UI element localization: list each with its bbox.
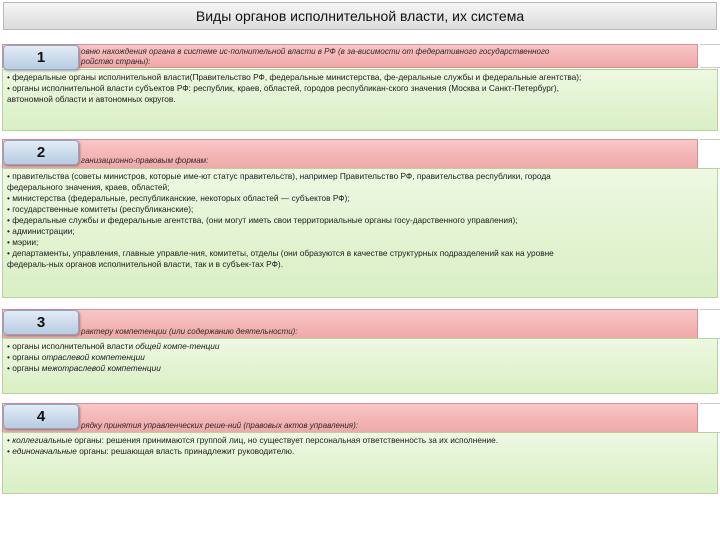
list-item: федерального значения, краев, областей; — [7, 182, 170, 192]
emphasis: общей компе-тенции — [135, 341, 220, 351]
section-1-header-line-2: ройство страны): — [81, 57, 151, 66]
page-title: Виды органов исполнительной власти, их система — [195, 8, 525, 24]
section-1-body — [2, 69, 718, 131]
section-2-header — [2, 139, 698, 169]
section-3-header-line-1: рактеру компетенции (или содержанию деятельности): — [81, 327, 298, 336]
list-item: • единоначальные органы: решающая власть принадлежит руководителю. — [7, 446, 295, 456]
list-item: • органы исполнительной власти субъектов РФ: республик, краев, областей, городов республикан-ского значения (Москва и Санкт-Петербург), — [7, 83, 559, 93]
section-2-number: 2 — [3, 140, 79, 165]
list-item: • департаменты, управления, главные управле-ния, комитеты, отделы (они образуются в качестве структурных подразделений как на уровне — [7, 248, 554, 258]
section-3-body — [2, 338, 718, 394]
list-item: • органы отраслевой компетенции — [7, 352, 145, 362]
section-1-header-line-1: овню нахождения органа в системе ис-полнительной власти в РФ (в за-висимости от федеративного государственного — [81, 47, 550, 56]
list-item: • министерства (федеральные, республиканские, некоторых областей — субъектов РФ); — [7, 193, 350, 203]
list-item: • администрации; — [7, 226, 75, 236]
emphasis: единоначальные — [12, 446, 77, 456]
list-item: автономной области и автономных округов. — [7, 94, 176, 104]
list-item: • правительства (советы министров, которые име-ют статус правительств), например Правительство РФ, правительства республики, города — [7, 171, 551, 181]
title-bar — [3, 2, 717, 30]
section-4-header — [2, 403, 698, 433]
list-item: • федеральные органы исполнительной власти(Правительство РФ, федеральные министерства, фе-деральные службы и федеральные агентства); — [7, 72, 582, 82]
section-4-body — [2, 432, 718, 494]
list-item: • государственные комитеты (республиканские); — [7, 204, 194, 214]
section-3-number: 3 — [3, 310, 79, 335]
section-3-header — [2, 309, 698, 339]
list-item: • федеральные службы и федеральные агентства, (они могут иметь свои территориальные органы госу-дарственного управления); — [7, 215, 518, 225]
section-1-number: 1 — [3, 45, 79, 70]
list-item: федераль-ных органов исполнительной власти, так и в субъек-тах РФ). — [7, 259, 284, 269]
list-item: • органы исполнительной власти общей компе-тенции — [7, 341, 220, 351]
section-2-body — [2, 168, 718, 298]
list-item: • коллегиальные органы: решения принимаются группой лиц, но существует персональная ответственность за их исполнение. — [7, 435, 499, 445]
emphasis: коллегиальные — [12, 435, 73, 445]
list-item: • органы межотраслевой компетенции — [7, 363, 161, 373]
emphasis: межотраслевой компетенции — [41, 363, 161, 373]
section-4-number: 4 — [3, 404, 79, 429]
section-4-header-line-1: рядку принятия управленческих реше-ний (правовых актов управления): — [81, 421, 358, 430]
right-strip-1 — [700, 44, 720, 68]
section-2-header-line-1: ганизационно-правовым формам: — [81, 156, 209, 165]
emphasis: отраслевой компетенции — [41, 352, 145, 362]
right-strip-4 — [700, 403, 720, 433]
list-item: • мэрии; — [7, 237, 39, 247]
section-1-header — [2, 44, 698, 68]
right-strip-3 — [700, 309, 720, 339]
right-strip-2 — [700, 139, 720, 169]
